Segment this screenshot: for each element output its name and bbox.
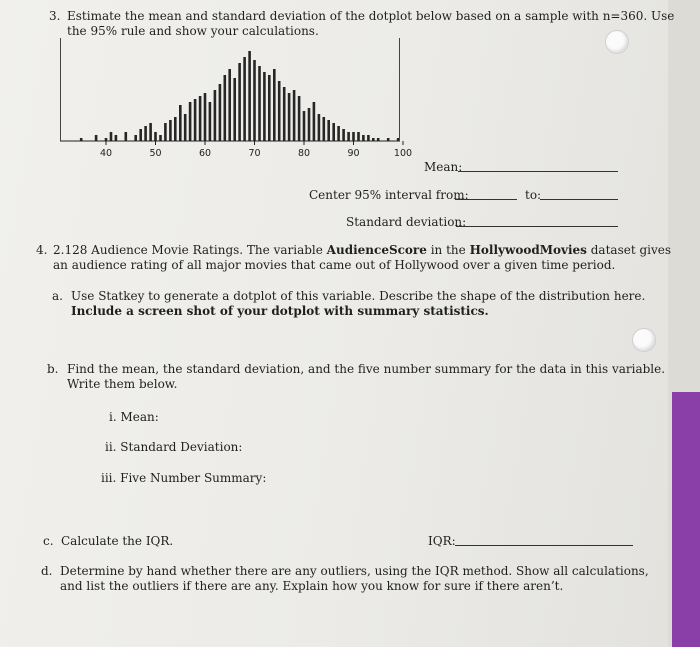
dotplot-bars [80,51,400,141]
dot-stack [342,129,345,141]
dot-stack [194,99,197,141]
dot-stack [323,117,326,141]
dot-stack [327,120,330,141]
x-tick-label: 90 [347,148,360,159]
q4b-line2: Write them below. [67,377,178,391]
dot-stack [214,90,217,141]
dot-stack [298,96,301,141]
dot-stack [347,132,350,141]
dot-stack [332,123,335,141]
interval-to-label: to: [525,188,542,202]
dot-stack [169,120,172,141]
hollywood-movies-dataset: HollywoodMovies [469,243,587,257]
dot-stack [179,105,182,141]
binder-hole-top [605,30,629,54]
q4d-line1: Determine by hand whether there are any outliers, using the IQR method. Show all calculations, [60,564,649,578]
interval-to-answer-line [540,199,618,200]
q3-line2: the 95% rule and show your calculations. [67,24,319,38]
dot-stack [318,114,321,141]
dot-stack [352,132,355,141]
purple-folder-tab [672,392,700,647]
dot-stack [268,75,271,141]
dot-stack [209,102,212,141]
binder-hole-middle [632,328,656,352]
dot-stack [115,135,118,141]
dot-stack [273,69,276,141]
center-interval-label: Center 95% interval from: [309,188,469,202]
x-tick-label: 100 [393,148,413,159]
dot-stack [110,132,113,141]
q4b-item-five-number: iii. Five Number Summary: [101,471,267,485]
q4-intro-line2: an audience rating of all major movies that came out of Hollywood over a given time period. [53,258,616,272]
dot-stack [362,135,365,141]
dot-stack [278,81,281,141]
audience-score-variable: AudienceScore [326,243,427,257]
x-tick-label: 70 [248,148,261,159]
dot-stack [248,51,251,141]
dot-stack [258,66,261,141]
q4a-line2: Include a screen shot of your dotplot with summary statistics. [71,304,489,318]
dot-stack [164,123,167,141]
dot-stack [253,60,256,141]
dot-stack [228,69,231,141]
dot-stack [174,117,177,141]
sd-answer-line [456,226,618,227]
dot-stack [357,132,360,141]
dot-stack [263,72,266,141]
sd-label: Standard deviation: [346,215,467,229]
dotplot-chart [60,30,413,160]
q4b-item-sd: ii. Standard Deviation: [105,440,243,454]
dot-stack [224,75,227,141]
x-tick-label: 60 [198,148,212,159]
dot-stack [189,102,192,141]
dot-stack [233,78,236,141]
dot-stack [199,96,202,141]
interval-from-answer-line [455,199,517,200]
dot-stack [293,90,296,141]
q4d-marker: d. [41,564,53,578]
dot-stack [139,129,142,141]
mean-label: Mean: [424,160,463,174]
dot-stack [159,135,162,141]
q4a-line1: Use Statkey to generate a dotplot of this variable. Describe the shape of the distribution here. [71,289,646,303]
dot-stack [219,84,222,141]
iqr-answer-line [455,545,633,546]
iqr-label: IQR: [428,534,456,548]
dot-stack [308,108,311,141]
q3-line1: Estimate the mean and standard deviation of the dotplot below based on a sample with n=360. Use [67,9,675,23]
dot-stack [238,63,241,141]
mean-answer-line [458,171,618,172]
dot-stack [204,93,207,141]
x-tick-label: 40 [99,148,113,159]
x-tick-label: 50 [149,148,162,159]
dot-stack [184,114,187,141]
dot-stack [149,123,152,141]
dot-stack [303,111,306,141]
dot-stack [144,126,147,141]
dot-stack [134,135,137,141]
dot-stack [288,93,291,141]
dot-stack [283,87,286,141]
dot-stack [337,126,340,141]
q4b-item-mean: i. Mean: [109,410,159,424]
dot-stack [95,135,98,141]
q4-intro-line1: 2.128 Audience Movie Ratings. The variable AudienceScore in the HollywoodMovies dataset gives [53,243,672,257]
x-axis-ticks [100,141,412,159]
q4c-marker: c. [43,534,54,548]
q4b-marker: b. [47,362,59,376]
x-tick-label: 80 [297,148,311,159]
dot-stack [243,57,246,141]
dot-stack [154,132,157,141]
q4c-text: Calculate the IQR. [61,534,174,548]
q4-number: 4. [36,243,48,257]
dot-stack [313,102,316,141]
q4d-line2: and list the outliers if there are any. Explain how you know for sure if there aren’t. [60,579,564,593]
q3-number: 3. [49,9,61,23]
dot-stack [367,135,370,141]
dot-stack [125,132,128,141]
q4b-line1: Find the mean, the standard deviation, and the five number summary for the data in this variable. [67,362,666,376]
q4a-marker: a. [52,289,63,303]
